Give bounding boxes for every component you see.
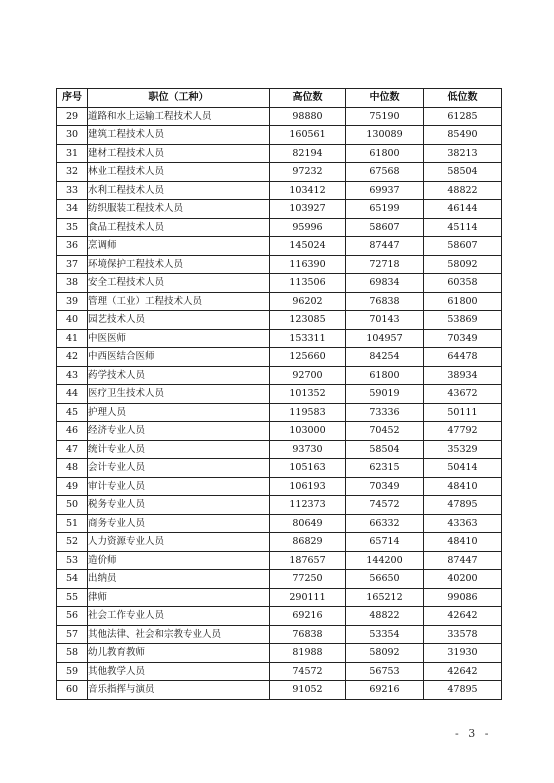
cell-high: 77250 [270,570,346,589]
cell-no: 53 [57,551,88,570]
cell-low: 48410 [424,533,502,552]
cell-job: 审计专业人员 [88,477,270,496]
cell-mid: 67568 [346,163,424,182]
cell-no: 45 [57,403,88,422]
table-row [57,662,502,681]
cell-low: 48410 [424,477,502,496]
cell-job: 道路和水上运输工程技术人员 [88,107,270,126]
cell-high: 92700 [270,366,346,385]
cell-low: 42642 [424,662,502,681]
cell-no: 44 [57,385,88,404]
cell-mid: 165212 [346,588,424,607]
table-row [57,274,502,293]
table-row [57,218,502,237]
cell-high: 101352 [270,385,346,404]
cell-mid: 130089 [346,126,424,145]
cell-mid: 73336 [346,403,424,422]
cell-mid: 84254 [346,348,424,367]
header-mid: 中位数 [346,89,424,108]
cell-high: 91052 [270,681,346,700]
table-row [57,477,502,496]
cell-job: 中西医结合医师 [88,348,270,367]
cell-low: 31930 [424,644,502,663]
cell-job: 税务专业人员 [88,496,270,515]
cell-mid: 69216 [346,681,424,700]
cell-high: 86829 [270,533,346,552]
cell-no: 30 [57,126,88,145]
table-row [57,311,502,330]
cell-no: 37 [57,255,88,274]
table-row [57,459,502,478]
cell-mid: 62315 [346,459,424,478]
cell-no: 60 [57,681,88,700]
cell-no: 49 [57,477,88,496]
cell-mid: 58607 [346,218,424,237]
cell-low: 46144 [424,200,502,219]
cell-high: 160561 [270,126,346,145]
cell-low: 58504 [424,163,502,182]
cell-job: 环境保护工程技术人员 [88,255,270,274]
header-low: 低位数 [424,89,502,108]
cell-high: 187657 [270,551,346,570]
cell-high: 76838 [270,625,346,644]
table-row [57,163,502,182]
cell-high: 74572 [270,662,346,681]
table-row [57,255,502,274]
cell-high: 106193 [270,477,346,496]
cell-mid: 69834 [346,274,424,293]
cell-high: 96202 [270,292,346,311]
cell-mid: 65714 [346,533,424,552]
cell-high: 81988 [270,644,346,663]
cell-mid: 75190 [346,107,424,126]
cell-no: 47 [57,440,88,459]
cell-mid: 56753 [346,662,424,681]
cell-job: 园艺技术人员 [88,311,270,330]
cell-mid: 61800 [346,144,424,163]
cell-low: 42642 [424,607,502,626]
cell-mid: 70143 [346,311,424,330]
cell-high: 153311 [270,329,346,348]
cell-job: 管理（工业）工程技术人员 [88,292,270,311]
cell-no: 43 [57,366,88,385]
cell-job: 商务专业人员 [88,514,270,533]
cell-no: 40 [57,311,88,330]
table-row [57,144,502,163]
cell-job: 建筑工程技术人员 [88,126,270,145]
cell-mid: 144200 [346,551,424,570]
cell-job: 林业工程技术人员 [88,163,270,182]
cell-job: 音乐指挥与演员 [88,681,270,700]
cell-job: 烹调师 [88,237,270,256]
cell-high: 145024 [270,237,346,256]
cell-high: 69216 [270,607,346,626]
cell-high: 80649 [270,514,346,533]
cell-high: 98880 [270,107,346,126]
cell-no: 36 [57,237,88,256]
cell-no: 50 [57,496,88,515]
cell-mid: 65199 [346,200,424,219]
cell-mid: 69937 [346,181,424,200]
cell-low: 43363 [424,514,502,533]
table-row [57,292,502,311]
cell-low: 50414 [424,459,502,478]
cell-job: 食品工程技术人员 [88,218,270,237]
cell-high: 93730 [270,440,346,459]
cell-job: 出纳员 [88,570,270,589]
cell-low: 60358 [424,274,502,293]
cell-low: 35329 [424,440,502,459]
cell-job: 水利工程技术人员 [88,181,270,200]
cell-job: 统计专业人员 [88,440,270,459]
cell-mid: 87447 [346,237,424,256]
cell-low: 38213 [424,144,502,163]
cell-job: 护理人员 [88,403,270,422]
cell-mid: 104957 [346,329,424,348]
table-row [57,496,502,515]
page-number: - 3 - [455,727,492,740]
cell-no: 38 [57,274,88,293]
table-row [57,588,502,607]
cell-mid: 70452 [346,422,424,441]
cell-low: 53869 [424,311,502,330]
cell-low: 64478 [424,348,502,367]
cell-job: 经济专业人员 [88,422,270,441]
table-row [57,551,502,570]
table-row [57,533,502,552]
cell-job: 医疗卫生技术人员 [88,385,270,404]
cell-no: 52 [57,533,88,552]
cell-high: 103927 [270,200,346,219]
cell-high: 116390 [270,255,346,274]
cell-low: 61800 [424,292,502,311]
cell-low: 58607 [424,237,502,256]
cell-mid: 58092 [346,644,424,663]
cell-job: 安全工程技术人员 [88,274,270,293]
cell-job: 人力资源专业人员 [88,533,270,552]
cell-low: 70349 [424,329,502,348]
cell-high: 123085 [270,311,346,330]
table-row [57,181,502,200]
cell-high: 125660 [270,348,346,367]
cell-high: 112373 [270,496,346,515]
table-row [57,422,502,441]
table-row [57,366,502,385]
cell-no: 42 [57,348,88,367]
cell-no: 34 [57,200,88,219]
cell-high: 119583 [270,403,346,422]
cell-mid: 61800 [346,366,424,385]
cell-no: 46 [57,422,88,441]
salary-table [56,88,502,700]
header-no: 序号 [57,89,88,108]
table-row [57,625,502,644]
cell-low: 50111 [424,403,502,422]
cell-low: 58092 [424,255,502,274]
table-row [57,440,502,459]
cell-no: 57 [57,625,88,644]
cell-mid: 70349 [346,477,424,496]
cell-no: 29 [57,107,88,126]
table-row [57,403,502,422]
table-body [57,107,502,699]
cell-low: 47792 [424,422,502,441]
table-row [57,681,502,700]
cell-no: 33 [57,181,88,200]
cell-mid: 59019 [346,385,424,404]
cell-high: 113506 [270,274,346,293]
cell-job: 纺织服装工程技术人员 [88,200,270,219]
table-row [57,570,502,589]
table-row [57,348,502,367]
cell-high: 82194 [270,144,346,163]
cell-mid: 76838 [346,292,424,311]
cell-no: 51 [57,514,88,533]
table-row [57,107,502,126]
cell-mid: 72718 [346,255,424,274]
cell-no: 35 [57,218,88,237]
table-row [57,644,502,663]
cell-no: 41 [57,329,88,348]
cell-no: 39 [57,292,88,311]
cell-low: 85490 [424,126,502,145]
cell-low: 38934 [424,366,502,385]
cell-mid: 56650 [346,570,424,589]
cell-high: 103000 [270,422,346,441]
cell-low: 47895 [424,681,502,700]
table-row [57,126,502,145]
cell-job: 其他法律、社会和宗教专业人员 [88,625,270,644]
cell-no: 31 [57,144,88,163]
cell-low: 61285 [424,107,502,126]
cell-job: 社会工作专业人员 [88,607,270,626]
cell-low: 33578 [424,625,502,644]
cell-high: 95996 [270,218,346,237]
table-row [57,607,502,626]
cell-high: 103412 [270,181,346,200]
table-row [57,329,502,348]
cell-low: 47895 [424,496,502,515]
cell-low: 40200 [424,570,502,589]
cell-high: 105163 [270,459,346,478]
cell-low: 87447 [424,551,502,570]
cell-job: 幼儿教育教师 [88,644,270,663]
cell-low: 48822 [424,181,502,200]
cell-mid: 74572 [346,496,424,515]
cell-job: 药学技术人员 [88,366,270,385]
table-row [57,200,502,219]
table-header-row [57,89,502,108]
cell-no: 58 [57,644,88,663]
cell-job: 其他教学人员 [88,662,270,681]
cell-mid: 58504 [346,440,424,459]
cell-no: 32 [57,163,88,182]
cell-no: 56 [57,607,88,626]
cell-job: 建材工程技术人员 [88,144,270,163]
cell-no: 48 [57,459,88,478]
table-row [57,237,502,256]
cell-job: 造价师 [88,551,270,570]
cell-mid: 53354 [346,625,424,644]
cell-no: 55 [57,588,88,607]
table-row [57,385,502,404]
cell-mid: 66332 [346,514,424,533]
cell-low: 45114 [424,218,502,237]
header-job: 职位（工种） [88,89,270,108]
cell-high: 290111 [270,588,346,607]
cell-job: 会计专业人员 [88,459,270,478]
cell-no: 59 [57,662,88,681]
cell-low: 99086 [424,588,502,607]
table-row [57,514,502,533]
header-high: 高位数 [270,89,346,108]
cell-mid: 48822 [346,607,424,626]
cell-low: 43672 [424,385,502,404]
cell-no: 54 [57,570,88,589]
cell-job: 中医医师 [88,329,270,348]
cell-high: 97232 [270,163,346,182]
cell-job: 律师 [88,588,270,607]
